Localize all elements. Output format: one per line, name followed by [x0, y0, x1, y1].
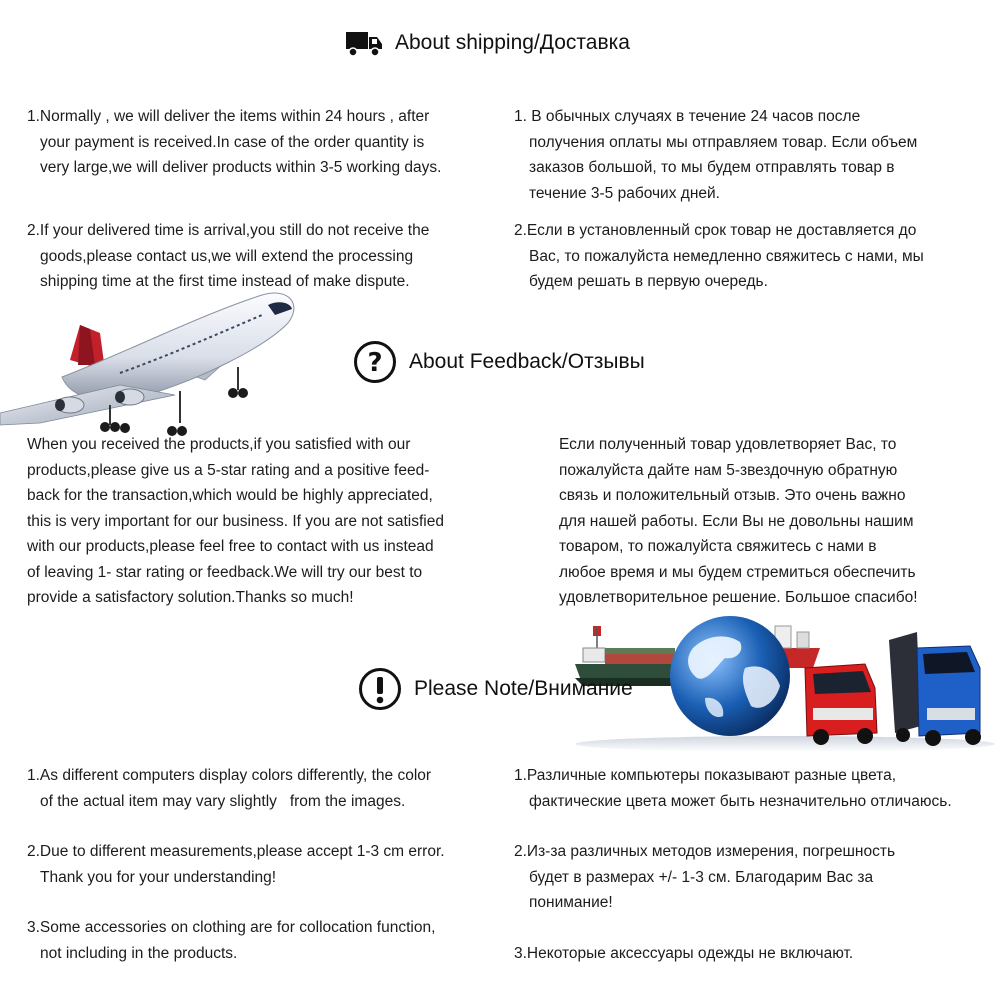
text-line: 2.Из-за различных методов измерения, погрешность: [514, 843, 896, 860]
text-line: back for the transaction,which would be highly appreciated,: [27, 487, 433, 504]
note-ru-item-1: [514, 763, 952, 814]
text-line: любое время и мы будем стремиться обеспечить: [559, 563, 916, 581]
note-en-item-3: [27, 915, 435, 966]
text-line: понимание!: [529, 894, 613, 911]
text-line: 2.Due to different measurements,please accept 1-3 cm error.: [27, 843, 445, 860]
airplane-illustration: [0, 285, 310, 445]
text-line: 3.Некоторые аксессуары одежды не включают.: [514, 945, 854, 962]
note-en-item-1: [27, 763, 431, 814]
note-ru-item-3: [514, 941, 853, 967]
feedback-title: About Feedback/Отзывы: [409, 350, 645, 373]
text-line: this is very important for our business. If you are not satisfied: [27, 512, 444, 530]
text-line: Если полученный товар удовлетворяет Вас, то: [559, 436, 897, 453]
text-line: течение 3-5 рабочих дней.: [529, 184, 720, 202]
text-line: 1.As different computers display colors differently, the color: [27, 767, 432, 784]
text-line: provide a satisfactory solution.Thanks so much!: [27, 589, 354, 606]
note-title: Please Note/Внимание: [414, 677, 633, 700]
shipping-ru-item-1: [514, 104, 917, 206]
text-line: 1.Различные компьютеры показывают разные цвета,: [514, 767, 897, 784]
text-line: of the actual item may vary slightly from the images.: [40, 792, 406, 810]
text-line: товаром, то пожалуйста свяжитесь с нами в: [559, 538, 877, 555]
text-line: связь и положительный отзыв. Это очень важно: [559, 487, 906, 504]
text-line: very large,we will deliver products within 3-5 working days.: [40, 159, 442, 176]
text-line: of leaving 1- star rating or feedback.We will try our best to: [27, 563, 423, 581]
shipping-ru-item-2: [514, 218, 924, 295]
feedback-heading: [353, 340, 645, 384]
text-line: 1. В обычных случаях в течение 24 часов после: [514, 108, 861, 125]
text-line: 1.Normally , we will deliver the items within 24 hours , after: [27, 108, 430, 125]
text-line: получения оплаты мы отправляем товар. Если объем: [529, 133, 918, 151]
note-ru-item-2: [514, 839, 895, 916]
shipping-heading: [345, 28, 630, 58]
text-line: будем решать в первую очередь.: [529, 273, 768, 290]
text-line: goods,please contact us,we will extend the processing: [40, 247, 414, 265]
shipping-title: About shipping/Доставка: [395, 31, 630, 54]
text-line: your payment is received.In case of the order quantity is: [40, 133, 425, 151]
text-line: 3.Some accessories on clothing are for collocation function,: [27, 919, 436, 936]
question-circle-icon: [353, 340, 397, 384]
text-line: будет в размерах +/- 1-3 см. Благодарим Вас за: [529, 868, 874, 886]
shipping-en-item-1: [27, 104, 441, 181]
feedback-en-text: [27, 432, 444, 611]
text-line: with our products,please feel free to contact with us instead: [27, 538, 434, 555]
text-line: пожалуйста дайте нам 5-звездочную обратную: [559, 461, 898, 479]
feedback-ru-text: [559, 432, 918, 611]
text-line: фактические цвета может быть незначительно отличаюсь.: [529, 792, 952, 810]
blue-truck: [889, 632, 981, 746]
text-line: not including in the products.: [40, 944, 238, 962]
red-van: [805, 664, 877, 745]
text-line: для нашей работы. Если Вы не довольны нашим: [559, 512, 914, 530]
truck-icon: [345, 28, 383, 58]
note-heading: [358, 667, 633, 711]
svg-text:?: ?: [367, 348, 383, 378]
text-line: 2.Если в установленный срок товар не доставляется до: [514, 222, 917, 239]
text-line: When you received the products,if you satisfied with our: [27, 436, 411, 453]
text-line: shipping time at the first time instead of make dispute.: [40, 273, 410, 290]
note-en-item-2: [27, 839, 445, 890]
text-line: Вас, то пожалуйста немедленно свяжитесь с нами, мы: [529, 247, 924, 265]
text-line: заказов большой, то мы будем отправлять товар в: [529, 159, 895, 176]
text-line: 2.If your delivered time is arrival,you still do not receive the: [27, 222, 430, 239]
exclamation-circle-icon: [358, 667, 402, 711]
globe-ship-van-truck-illustration: [575, 608, 1000, 753]
globe: [670, 616, 790, 736]
text-line: products,please give us a 5-star rating and a positive feed-: [27, 461, 430, 479]
text-line: Thank you for your understanding!: [40, 868, 277, 886]
text-line: удовлетворительное решение. Большое спасибо!: [559, 589, 918, 606]
shipping-en-item-2: [27, 218, 429, 295]
